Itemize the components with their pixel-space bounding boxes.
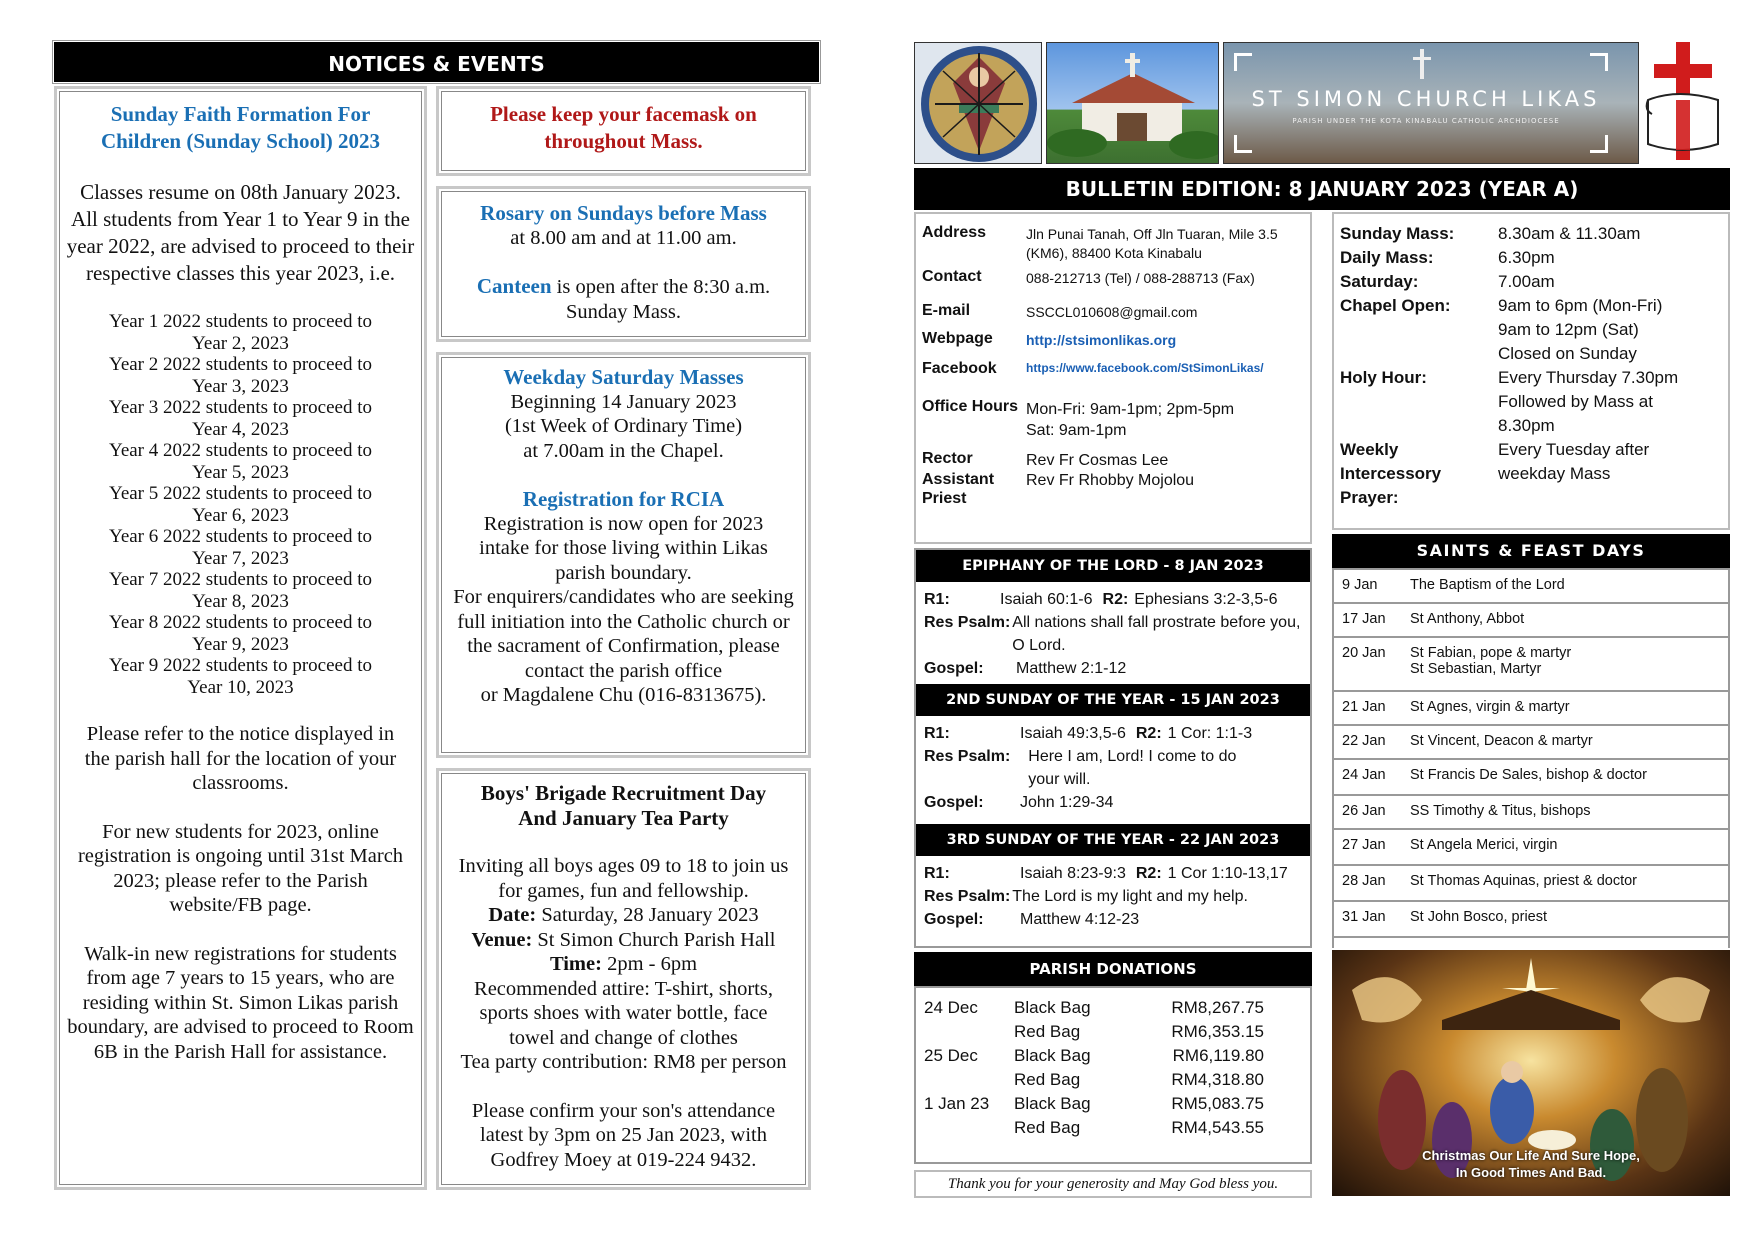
brigade-venue (445, 928, 802, 953)
brigade-invite: Inviting all boys ages 09 to 18 to join us for games, fun and fellowship. (458, 855, 789, 902)
donation-amount: RM4,318.80 (1171, 1070, 1264, 1089)
saint-date: 21 Jan (1342, 699, 1386, 715)
info-label: Office Hours (922, 398, 1019, 415)
rcia-contact: For enquirers/candidates who are seeking full initiation into the Catholic church or the sacrament of Confirmation, please contact the parish office (453, 586, 794, 682)
reading-r2: 1 Cor: 1:1-3 (1167, 725, 1253, 742)
donations-list (924, 996, 1302, 1140)
brigade-contribution: Tea party contribution: RM8 per person (460, 1051, 787, 1073)
donation-bag: Black Bag (1014, 1094, 1091, 1113)
donation-bag: Black Bag (1014, 1046, 1091, 1065)
saint-row (1334, 726, 1728, 760)
church-cross-bar (1413, 57, 1431, 60)
saint-row (1334, 570, 1728, 604)
reading-r2: Ephesians 3:2-3,5-6 (1134, 591, 1278, 608)
saint-name: St Fabian, pope & martyr (1410, 645, 1572, 661)
mass-row (1340, 294, 1722, 366)
saint-name-wrap (1410, 837, 1557, 864)
info-row (922, 470, 1306, 508)
year-progression-item: Year 3 2022 students to proceed to Year 4, 2023 (109, 397, 372, 440)
thanks-box (914, 1170, 1312, 1198)
frame-corner (1590, 135, 1608, 153)
reading-psalm-line (924, 745, 1302, 791)
donation-amount: RM6,119.80 (1172, 1046, 1264, 1065)
reading-gospel-label: Gospel: (924, 911, 984, 928)
year-progression-item: Year 7 2022 students to proceed to Year 8, 2023 (109, 569, 372, 612)
reading-psalm-label: Res Psalm: (924, 748, 1011, 765)
donation-bag: Red Bag (1014, 1022, 1081, 1041)
frame-corner (1590, 53, 1608, 71)
mass-value: 8.30am & 11.30am (1498, 224, 1641, 243)
rcia-title: Registration for RCIA (522, 487, 725, 511)
refer-notice: Please refer to the notice displayed in the parish hall for the location of your classrooms. (84, 723, 397, 794)
donation-date (924, 1116, 1014, 1140)
donation-bag: Red Bag (1014, 1118, 1081, 1137)
reading-psalm-label: Res Psalm: (924, 888, 1011, 905)
stained-glass-icon (915, 43, 1042, 164)
mass-label: Saturday: (1340, 272, 1419, 291)
info-label: Rector (922, 450, 973, 467)
info-value-wrap (1026, 268, 1296, 288)
reading-r2-label: R2: (1102, 591, 1129, 608)
info-value: SSCCL010608@gmail.com (1026, 304, 1198, 320)
saint-name-wrap (1410, 733, 1593, 758)
reading-title: 3RD SUNDAY OF THE YEAR - 22 JAN 2023 (916, 824, 1310, 856)
mass-value: 9am to 6pm (Mon-Fri) (1498, 296, 1663, 315)
sunday-school-intro: Classes resume on 08th January 2023. All students from Year 1 to Year 9 in the year 2022, are advised to proceed to their respective classes this year 2023, i.e. (66, 180, 415, 285)
reading-gospel-line (924, 908, 1302, 931)
mass-value-3: 8.30pm (1498, 416, 1555, 435)
mass-label: Daily Mass: (1340, 248, 1434, 267)
church-cross-icon (1420, 49, 1424, 79)
mass-value-wrap (1498, 366, 1678, 438)
saints-header (1332, 534, 1730, 568)
saint-name: St Thomas Aquinas, priest & doctor (1410, 873, 1638, 889)
brigade-date (445, 903, 802, 928)
info-value-wrap (1026, 470, 1296, 508)
info-value-wrap (1026, 360, 1264, 378)
info-label: E-mail (922, 302, 971, 319)
reading-psalm-line (924, 885, 1302, 908)
church-photo (1046, 42, 1219, 164)
donation-date (924, 1068, 1014, 1092)
reading-r1: Isaiah 8:23-9:3 (1020, 865, 1126, 882)
thanks-text: Thank you for your generosity and May God bless you. (947, 1176, 1279, 1192)
cross-scroll-logo (1644, 40, 1724, 166)
reading-gospel-line (924, 791, 1302, 814)
info-value-wrap (1026, 302, 1296, 322)
saint-row (1334, 692, 1728, 726)
mass-value: Every Tuesday after (1498, 440, 1650, 459)
saint-name-wrap (1410, 611, 1524, 636)
saint-name-wrap (1410, 909, 1547, 936)
saint-name: St Anthony, Abbot (1410, 611, 1525, 627)
reading-gospel-label: Gospel: (924, 794, 984, 811)
saint-date: 24 Jan (1342, 767, 1386, 783)
info-label: Webpage (922, 330, 993, 347)
reading-title: 2ND SUNDAY OF THE YEAR - 15 JAN 2023 (916, 684, 1310, 716)
info-row (922, 450, 1306, 470)
saint-date: 31 Jan (1342, 909, 1386, 925)
brigade-venue-value: St Simon Church Parish Hall (537, 928, 776, 951)
saint-row (1334, 796, 1728, 830)
church-subtitle: PARISH UNDER THE KOTA KINABALU CATHOLIC ARCHDIOCESE (1292, 117, 1560, 125)
saints-title: SAINTS & FEAST DAYS (1416, 541, 1646, 560)
year-progression-item: Year 1 2022 students to proceed to Year 2, 2023 (109, 311, 372, 354)
donation-bag: Black Bag (1014, 998, 1091, 1017)
weekday-title: Weekday Saturday Masses (503, 365, 744, 389)
saint-name-wrap (1410, 645, 1571, 690)
sunday-school-box (54, 86, 427, 1190)
donation-row (924, 996, 1302, 1020)
saint-name: St Angela Merici, virgin (1410, 837, 1558, 853)
donations-box (914, 986, 1312, 1164)
reading-psalm: All nations shall fall prostrate before you, O Lord. (1012, 614, 1301, 654)
frame-corner (1234, 135, 1252, 153)
new-students-notice: For new students for 2023, online registration is ongoing until 31st March 2023; please refer to the Parish website/FB page. (77, 820, 404, 916)
church-name-banner (1223, 42, 1639, 164)
info-value-2: Sat: 9am-1pm (1026, 422, 1127, 439)
reading-psalm: Here I am, Lord! I come to do your will. (1028, 748, 1237, 788)
saint-row (1334, 604, 1728, 638)
brigade-box (436, 768, 811, 1190)
reading-r2-label: R2: (1135, 725, 1162, 742)
weekday-box (436, 352, 811, 758)
donation-row (924, 1044, 1302, 1068)
info-value: http://stsimonlikas.org (1026, 332, 1177, 348)
brigade-attire: Recommended attire: T-shirt, shorts, sports shoes with water bottle, face towel and change of clothes (474, 977, 773, 1049)
mass-value-wrap (1498, 222, 1640, 246)
saint-name-wrap (1410, 699, 1570, 724)
saint-date: 20 Jan (1342, 645, 1386, 661)
year-progression-item: Year 5 2022 students to proceed to Year 6, 2023 (109, 483, 372, 526)
rosary-times: at 8.00 am and at 11.00 am. (510, 226, 737, 249)
saint-name-wrap (1410, 577, 1565, 602)
donation-amount: RM5,083.75 (1171, 1094, 1264, 1113)
edition-bar (914, 168, 1730, 210)
year-progression-item: Year 8 2022 students to proceed to Year 9, 2023 (109, 612, 372, 655)
mass-value: 7.00am (1498, 272, 1555, 291)
reading-body (916, 862, 1310, 931)
reading-body (916, 722, 1310, 814)
info-value-wrap (1026, 398, 1296, 441)
rcia-contact-2: or Magdalene Chu (016-8313675). (480, 684, 767, 706)
mass-value-wrap (1498, 438, 1649, 510)
info-value: Rev Fr Cosmas Lee (1026, 452, 1169, 469)
mass-row (1340, 438, 1722, 510)
saint-row (1334, 760, 1728, 796)
info-value-wrap (1026, 330, 1296, 350)
rcia-text: Registration is now open for 2023 intake for those living within Likas parish boundary. (479, 512, 768, 584)
saints-table (1332, 568, 1730, 948)
mass-row (1340, 222, 1722, 246)
mass-value-wrap (1498, 270, 1555, 294)
reading-block (916, 550, 1310, 684)
reading-r1-label: R1: (924, 591, 950, 608)
mass-value-2: weekday Mass (1498, 464, 1611, 483)
reading-psalm: The Lord is my light and my help. (1012, 888, 1248, 905)
info-row (922, 224, 1306, 263)
reading-gospel: John 1:29-34 (1020, 794, 1114, 811)
saint-date: 26 Jan (1342, 803, 1386, 819)
info-label: Address (922, 224, 987, 241)
info-label: Contact (922, 268, 982, 285)
donation-row (924, 1116, 1302, 1140)
info-value: 088-212713 (Tel) / 088-288713 (Fax) (1026, 270, 1255, 286)
saint-date: 22 Jan (1342, 733, 1386, 749)
reading-gospel: Matthew 4:12-23 (1020, 911, 1140, 928)
reading-gospel-line (924, 657, 1302, 680)
saint-name: St Agnes, virgin & martyr (1410, 699, 1570, 715)
donation-date: 24 Dec (924, 998, 978, 1017)
saint-row (1334, 866, 1728, 902)
brigade-title-2: And January Tea Party (518, 805, 729, 830)
mass-value-wrap (1498, 246, 1555, 270)
stained-glass-image (914, 42, 1042, 164)
donation-row (924, 1020, 1302, 1044)
sunday-school-title: Sunday Faith Formation For Children (Sunday School) 2023 (100, 102, 381, 153)
year-progression-item: Year 9 2022 students to proceed to Year 10, 2023 (109, 655, 372, 698)
notices-header (54, 42, 819, 82)
mass-schedule-box (1332, 212, 1730, 530)
donations-title: PARISH DONATIONS (1029, 960, 1197, 978)
donation-bag: Red Bag (1014, 1070, 1081, 1089)
brigade-confirm: Please confirm your son's attendance latest by 3pm on 25 Jan 2023, with Godfrey Moey at 019-224 9432. (471, 1099, 776, 1171)
brigade-venue-label: Venue: (471, 928, 533, 951)
nativity-image (1332, 950, 1730, 1196)
saint-name: St Vincent, Deacon & martyr (1410, 733, 1593, 749)
weekday-line2: (1st Week of Ordinary Time) (504, 415, 743, 437)
reading-block (916, 684, 1310, 824)
donation-date (924, 1020, 1014, 1044)
saint-date: 17 Jan (1342, 611, 1386, 627)
info-label: Assistant Priest (922, 471, 995, 507)
donations-header (914, 952, 1312, 986)
reading-psalm-line (924, 611, 1302, 657)
reading-r2-label: R2: (1135, 865, 1162, 882)
year-list (65, 311, 416, 698)
facemask-notice: Please keep your facemask on throughout Mass. (490, 102, 757, 153)
notices-header-text: NOTICES & EVENTS (328, 52, 545, 76)
cross-scroll-icon (1644, 40, 1724, 166)
brigade-date-label: Date: (488, 904, 537, 926)
info-value: https://www.facebook.com/StSimonLikas/ (1026, 361, 1264, 375)
frame-corner (1234, 53, 1252, 71)
year-progression-item: Year 2 2022 students to proceed to Year 3, 2023 (109, 354, 372, 397)
mass-value-2: Followed by Mass at (1498, 392, 1653, 411)
readings-box (914, 548, 1312, 948)
church-name: ST SIMON CHURCH LIKAS (1251, 87, 1601, 111)
info-row (922, 302, 1306, 322)
reading-r1: Isaiah 60:1-6 (1000, 591, 1093, 608)
donation-row (924, 1092, 1302, 1116)
year-progression-item: Year 4 2022 students to proceed to Year 5, 2023 (109, 440, 372, 483)
saint-name: St John Bosco, priest (1410, 909, 1548, 925)
saint-name-2: St Sebastian, Martyr (1410, 661, 1542, 677)
info-value-wrap (1026, 224, 1296, 263)
nativity-caption-2: In Good Times And Bad. (1455, 1165, 1607, 1180)
weekday-line3: at 7.00am in the Chapel. (523, 439, 724, 462)
saint-row (1334, 902, 1728, 938)
saint-date: 27 Jan (1342, 837, 1386, 853)
brigade-time-label: Time: (549, 953, 602, 975)
mass-row (1340, 246, 1722, 270)
info-value-wrap (1026, 450, 1296, 470)
weekday-line1: Beginning 14 January 2023 (510, 390, 737, 413)
info-row (922, 330, 1306, 350)
nativity-caption-1: Christmas Our Life And Sure Hope, (1422, 1148, 1640, 1163)
rosary-title: Rosary on Sundays before Mass (480, 201, 767, 225)
saint-row (1334, 830, 1728, 866)
reading-title: EPIPHANY OF THE LORD - 8 JAN 2023 (916, 550, 1310, 582)
facemask-box (436, 86, 811, 176)
saint-date: 28 Jan (1342, 873, 1386, 889)
reading-r1-label: R1: (924, 725, 950, 742)
brigade-date-value: Saturday, 28 January 2023 (541, 904, 759, 926)
mass-value-2: 9am to 12pm (Sat) (1498, 320, 1639, 339)
walk-in-notice: Walk-in new registrations for students from age 7 years to 15 years, who are residing within St. Simon Likas parish boundary, are advised to proceed to Room 6B in the Parish Hall for assistance. (67, 942, 414, 1063)
reading-r1-line (924, 722, 1302, 745)
parish-info-box (914, 212, 1312, 544)
brigade-time (445, 952, 802, 977)
reading-r2: 1 Cor 1:10-13,17 (1167, 865, 1288, 882)
info-value: Rev Fr Rhobby Mojolou (1026, 472, 1195, 489)
brigade-title-1: Boys' Brigade Recruitment Day (480, 781, 767, 805)
donation-amount: RM6,353.15 (1171, 1022, 1264, 1041)
reading-r1-line (924, 588, 1302, 611)
year-progression-item: Year 6 2022 students to proceed to Year 7, 2023 (109, 526, 372, 569)
mass-label: Chapel Open: (1340, 296, 1451, 315)
info-row (922, 398, 1306, 441)
mass-label: Holy Hour: (1340, 368, 1427, 387)
mass-value-wrap (1498, 294, 1662, 366)
donation-amount: RM4,543.55 (1171, 1118, 1264, 1137)
saint-date: 9 Jan (1342, 577, 1378, 593)
reading-psalm-label: Res Psalm: (924, 614, 1011, 631)
reading-gospel-label: Gospel: (924, 660, 984, 677)
mass-value: 6.30pm (1498, 248, 1555, 267)
church-building-icon (1047, 43, 1219, 164)
donation-date: 25 Dec (924, 1046, 978, 1065)
saint-name-wrap (1410, 767, 1647, 794)
canteen-notice (449, 274, 798, 324)
donation-amount: RM8,267.75 (1171, 998, 1264, 1017)
mass-row (1340, 366, 1722, 438)
saint-name: The Baptism of the Lord (1410, 577, 1565, 593)
info-row (922, 360, 1306, 378)
saints-list (1334, 570, 1728, 938)
saint-name-wrap (1410, 803, 1591, 828)
mass-value: Every Thursday 7.30pm (1498, 368, 1679, 387)
mass-label: Weekly Intercessory Prayer: (1340, 440, 1442, 507)
edition-text: BULLETIN EDITION: 8 JANUARY 2023 (YEAR A) (1065, 177, 1579, 201)
mass-label: Sunday Mass: (1340, 224, 1455, 243)
saint-name-wrap (1410, 873, 1637, 900)
saint-name: St Francis De Sales, bishop & doctor (1410, 767, 1647, 783)
donation-date: 1 Jan 23 (924, 1094, 990, 1113)
donation-row (924, 1068, 1302, 1092)
readings-list (916, 550, 1310, 948)
reading-gospel: Matthew 2:1-12 (1016, 660, 1127, 677)
mass-list (1340, 222, 1722, 510)
reading-r1-label: R1: (924, 865, 950, 882)
canteen-text: is open after the 8:30 a.m. Sunday Mass. (556, 276, 771, 323)
info-value: Mon-Fri: 9am-1pm; 2pm-5pm (1026, 401, 1235, 418)
reading-body (916, 588, 1310, 680)
reading-r1: Isaiah 49:3,5-6 (1020, 725, 1126, 742)
mass-row (1340, 270, 1722, 294)
reading-block (916, 824, 1310, 948)
info-label: Facebook (922, 360, 997, 377)
info-value: Jln Punai Tanah, Off Jln Tuaran, Mile 3.5 (KM6), 88400 Kota Kinabalu (1026, 226, 1278, 261)
saint-name: SS Timothy & Titus, bishops (1410, 803, 1591, 819)
mass-value-3: Closed on Sunday (1498, 344, 1637, 363)
rosary-box (436, 186, 811, 342)
brigade-time-value: 2pm - 6pm (607, 953, 698, 975)
canteen-title: Canteen (476, 274, 552, 298)
reading-r1-line (924, 862, 1302, 885)
info-row (922, 268, 1306, 288)
saint-row (1334, 638, 1728, 692)
